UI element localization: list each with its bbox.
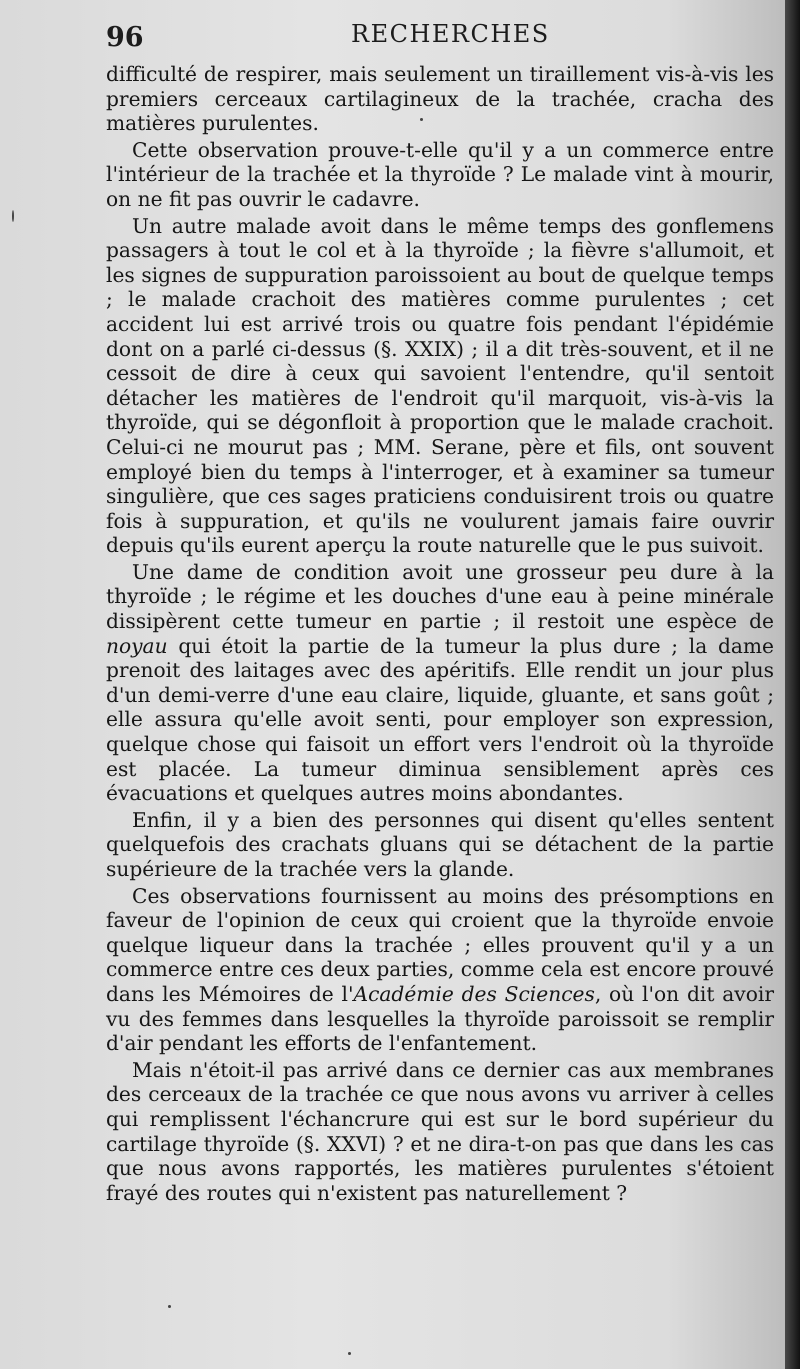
- text-run: , où l'on dit avoir vu des femmes dans lesquelles la thyroïde paroissoit se remplir d'air pendant les efforts de l'enfantement.: [106, 981, 774, 1056]
- paragraph-lady-case: [106, 560, 774, 806]
- running-head: [106, 18, 756, 53]
- paragraph-second-patient: Un autre malade avoit dans le même temps des gonflemens passagers à tout le col et à la thyroïde ; la fièvre s'allumoit, et les signes de suppuration paroissoient au bout de quelque temps ; le malade crachoit des matières comme purulentes ; cet accident lui est arrivé trois ou quatre fois pendant l'épidémie dont on a parlé ci-dessus (§. XXIX) ; il a dit très-souvent, et il ne cessoit de dire à ceux qui savoient l'entendre, qu'il sentoit détacher les matières de l'endroit qu'il marquoit, vis-à-vis la thyroïde, qui se dégonfloit à proportion que le malade crachoit. Celui-ci ne mourut pas ; MM. Serane, père et fils, ont souvent employé bien du temps à l'interroger, et à examiner sa tumeur singulière, que ces sages praticiens conduisirent trois ou quatre fois à suppuration, et qu'ils ne voulurent jamais faire ouvrir depuis qu'ils eurent aperçu la route naturelle que le pus suivoit.: [106, 213, 774, 558]
- paragraph-continuation: difficulté de respirer, mais seulement un tiraillement vis-à-vis les premiers cerceaux cartilagineux de la trachée, cracha des matières purulentes.: [106, 62, 774, 136]
- page-number: 96: [106, 22, 144, 53]
- paragraph-presumptions: [106, 884, 774, 1056]
- paragraph-final-question: Mais n'étoit-il pas arrivé dans ce dernier cas aux membranes des cerceaux de la trachée ce que nous avons vu arriver à celles qui remplissent l'échancrure qui est sur le bord supérieur du cartilage thyroïde (§. XXVI) ? et ne dira-t-on pas que dans les cas que nous avons rapportés, les matières purulentes s'étoient frayé des routes qui n'existent pas naturellement ?: [106, 1057, 774, 1205]
- text-run: qui étoit la partie de la tumeur la plus dure ; la dame prenoit des laitages avec des apéritifs. Elle rendit un jour plus d'un demi-verre d'une eau claire, liquide, gluante, et sans goût ; elle assura qu'elle avoit senti, pour employer son expression, quelque chose qui faisoit un effort vers l'endroit où la thyroïde est placée. La tumeur diminua sensiblement après ces évacuations et quelques autres moins abondantes.: [106, 633, 774, 806]
- text-run: Une dame de condition avoit une grosseur peu dure à la thyroïde ; le régime et les douches d'une eau à peine minérale dissipèrent cette tumeur en partie ; il restoit une espèce de: [106, 559, 774, 634]
- running-head-title: RECHERCHES: [351, 20, 550, 48]
- page-edge-shadow: [785, 0, 800, 1369]
- paragraph-observation-question: Cette observation prouve-t-elle qu'il y a un commerce entre l'intérieur de la trachée et la thyroïde ? Le malade vint à mourir, on ne fit pas ouvrir le cadavre.: [106, 137, 774, 211]
- paragraph-sputum: Enfin, il y a bien des personnes qui disent qu'elles sentent quelquefois des crachats gluans qui se détachent de la partie supérieure de la trachée vers la glande.: [106, 807, 774, 881]
- italic-academy-title: Académie des Sciences: [353, 981, 595, 1006]
- italic-term: noyau: [106, 633, 168, 658]
- body-text: [106, 62, 774, 1207]
- text-run: Ces observations fournissent au moins des présomptions en faveur de l'opinion de ceux qui croient que la thyroïde envoie quelque liqueur dans la trachée ; elles prouvent qu'il y a un commerce entre ces deux parties, comme cela est encore prouvé dans les Mémoires de l': [106, 883, 774, 1006]
